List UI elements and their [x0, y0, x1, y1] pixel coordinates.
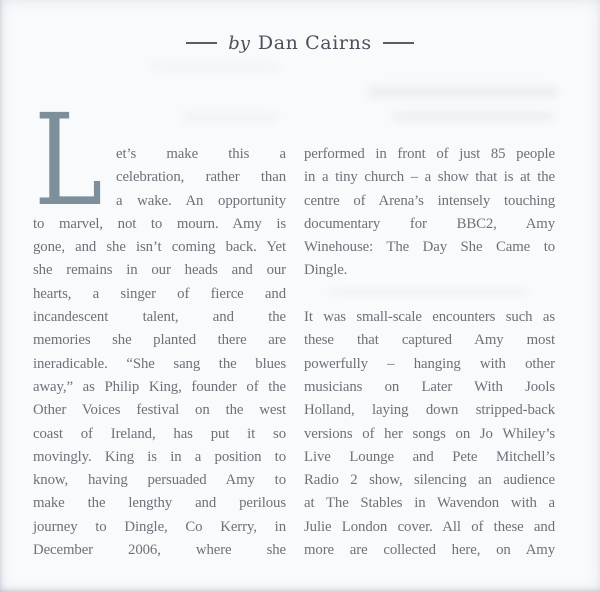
text-line: gone, and she isn’t coming back. Yet: [33, 239, 286, 256]
text-line: more are collected here, on Amy: [304, 542, 555, 559]
blank-line: [304, 283, 555, 306]
text-line: journey to Dingle, Co Kerry, in: [33, 518, 286, 535]
show-through-ghost: [182, 112, 278, 122]
text-line: away,” as Philip King, founder of the: [33, 378, 286, 395]
text-line: movingly. King is in a position to: [33, 448, 286, 465]
byline-author: Dan Cairns: [257, 32, 372, 54]
text-line: et’s make this a: [116, 146, 286, 162]
text-line: to marvel, not to mourn. Amy is: [33, 215, 286, 232]
text-line: celebration, rather than: [116, 169, 286, 186]
text-line: these that captured Amy most: [304, 332, 555, 349]
text-line: hearts, a singer of fierce and: [33, 285, 286, 302]
byline-prefix: by: [228, 32, 250, 54]
text-line: incandescent talent, and the: [33, 309, 286, 326]
text-line: memories she planted there are: [33, 332, 286, 349]
text-line: centre of Arena’s intensely touching: [304, 192, 555, 209]
text-line: at The Stables in Wavendon with a: [304, 495, 555, 512]
left-column: [33, 143, 286, 562]
byline-rule-right: [383, 42, 414, 44]
text-line: a wake. An opportunity: [116, 192, 286, 209]
text-line: Dingle.: [304, 262, 348, 279]
text-line: powerfully – hanging with other: [304, 355, 555, 372]
text-line: Other Voices festival on the west: [33, 402, 286, 419]
text-line: versions of her songs on Jo Whiley’s: [304, 425, 555, 442]
show-through-ghost: [150, 62, 280, 71]
text-line: documentary for BBC2, Amy: [304, 215, 555, 232]
show-through-ghost: [368, 86, 558, 98]
text-line: know, having persuaded Amy to: [33, 472, 286, 489]
drop-cap: L: [34, 87, 103, 234]
text-line: she remains in our heads and our: [33, 262, 286, 279]
text-line: Holland, laying down stripped-back: [304, 402, 555, 419]
text-line: performed in front of just 85 people: [304, 146, 555, 162]
text-line: Radio 2 show, silencing an audience: [304, 472, 555, 489]
text-line: December 2006, where she: [33, 542, 286, 559]
byline-rule-left: [186, 42, 217, 44]
text-line: Julie London cover. All of these and: [304, 518, 555, 535]
text-line: musicians on Later With Jools: [304, 378, 555, 395]
text-line: ineradicable. “She sang the blues: [33, 355, 286, 372]
text-line: coast of Ireland, has put it so: [33, 425, 286, 442]
text-line: Winehouse: The Day She Came to: [304, 239, 555, 256]
text-line: Live Lounge and Pete Mitchell’s: [304, 448, 555, 465]
byline: [0, 32, 600, 54]
text-line: make the lengthy and perilous: [33, 495, 286, 512]
show-through-ghost: [392, 111, 554, 122]
text-line: It was small-scale encounters such as: [304, 309, 555, 326]
text-line: in a tiny church – a show that is at the: [304, 169, 555, 186]
right-column: [304, 143, 555, 562]
